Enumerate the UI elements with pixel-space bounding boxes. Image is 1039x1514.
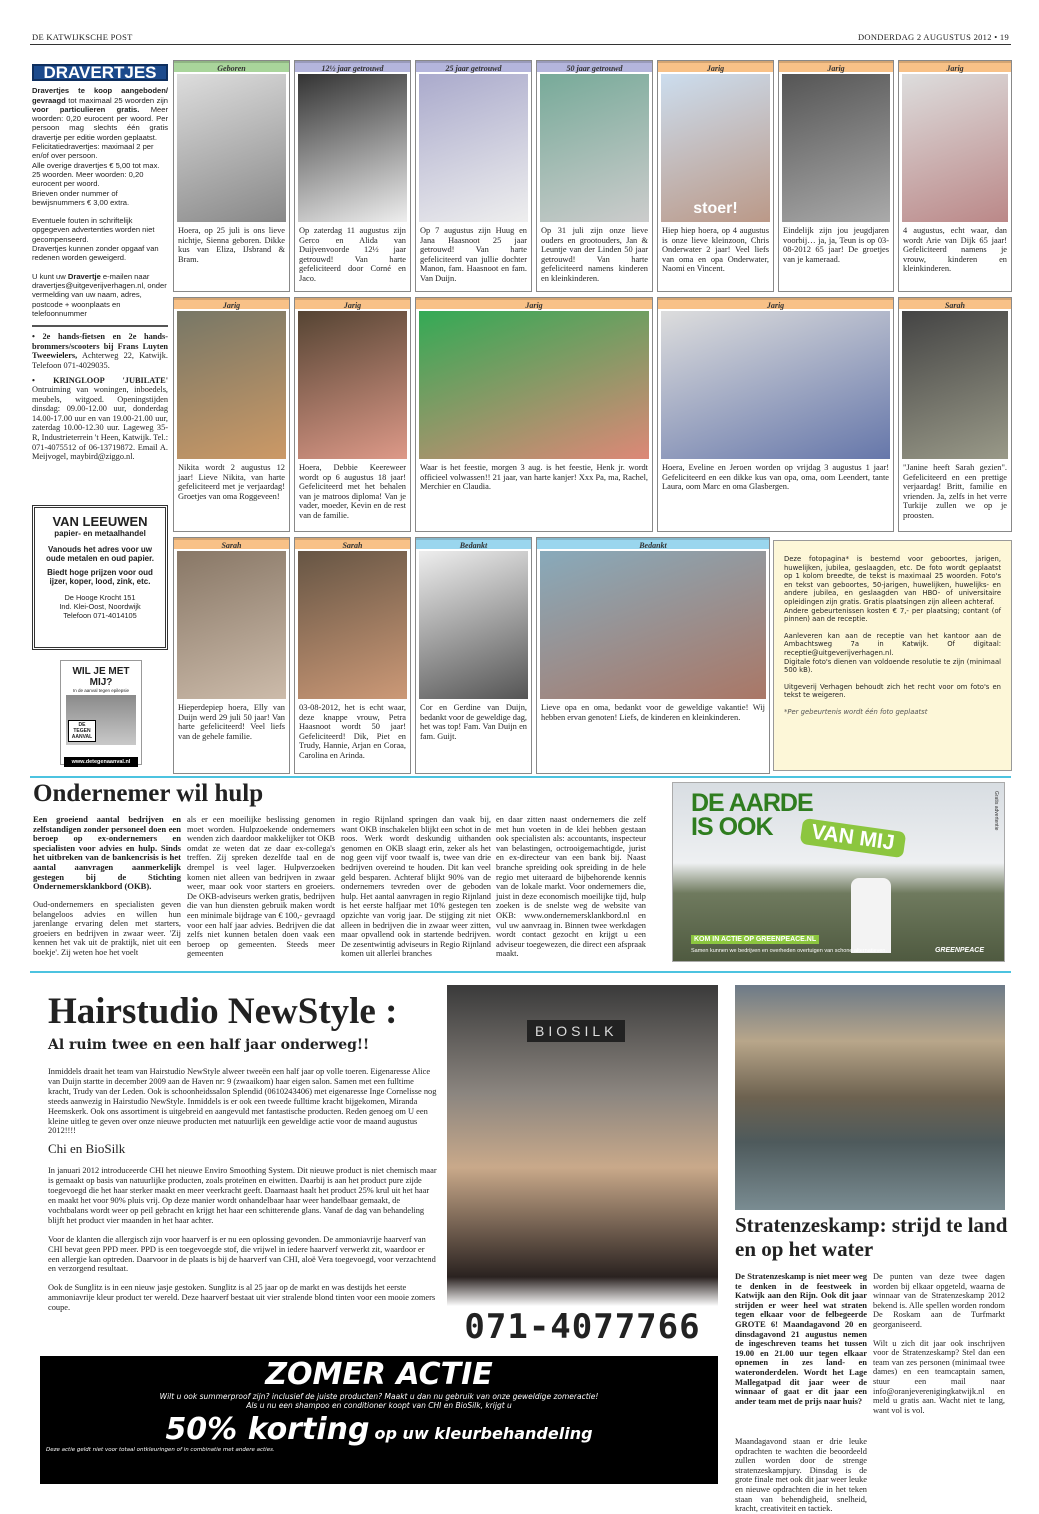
card-caption: Hiep hiep hoera, op 4 augustus is onze lieve kleinzoon, Chris Onderwater 2 jaar! Veel liefs van oma en opa Onderwater, Naomi en Vincent. — [662, 226, 769, 274]
photo — [661, 311, 890, 459]
discount: 50% korting — [165, 1412, 370, 1447]
dravertjes-column — [32, 64, 168, 462]
stratenzeskamp-photo — [735, 985, 1005, 1210]
text: Eventuele fouten in schriftelijk opgegeven advertenties worden niet gecompenseerd. — [32, 216, 155, 244]
photo-card — [294, 537, 411, 774]
photo — [177, 551, 286, 699]
card-category: Sarah — [899, 298, 1011, 309]
text: Digitale foto's dienen van voldoende resolutie te zijn (minimaal 500 kB). — [784, 657, 1001, 675]
card-caption: "Janine heeft Sarah gezien". Gefeliciteerd en een prettige verjaardag! Britt, familie en vrienden. Ja, zelfs in het verre Turkije zullen we op je proosten. — [903, 463, 1007, 520]
footnote: *Per gebeurtenis wordt één foto geplaatst — [784, 707, 928, 716]
text: Ind. Klei-Oost, Noordwijk — [59, 602, 141, 611]
photo — [419, 311, 649, 459]
ad-subtitle: In de aanval tegen epilepsie — [72, 688, 130, 693]
card-caption: Hoera, Debbie Keereweer wordt op 6 augustus 18 jaar! Gefeliciteerd met het behalen van je matroos diploma! Van je vader, moeder, Kevin en de rest van de familie. — [299, 463, 406, 520]
photo — [177, 311, 286, 459]
card-caption: Hoera, op 25 juli is ons lieve nichtje, Sienna geboren. Dikke kus van Eliza, IJsbrand & Bram. — [178, 226, 285, 264]
article-text: Maandagavond staan er drie leuke opdrachten te wachten die beoordeeld zullen worden door de strenge stratenzeskampjury. Dinsdag is de grote finale met ook dit jaar weer leuke en nieuwe opdrachten die in het teken staan van behendigheid, snelheid, kracht, creativiteit en tactiek. — [735, 1437, 867, 1514]
header-rule — [30, 44, 1011, 45]
card-category: Sarah — [295, 538, 410, 549]
ad-heading: Chi en BioSilk — [48, 1141, 126, 1157]
text: Dravertjes te koop aangeboden/ gevraagd — [32, 86, 168, 105]
card-category: Jarig — [295, 298, 410, 309]
article-title: Ondernemer wil hulp — [33, 780, 264, 807]
card-category: Jarig — [779, 61, 893, 72]
text: Meer woorden: 0,20 eurocent per woord. Per persoon mag slechts één gratis dravertje per editie worden geplaatst. — [32, 104, 168, 142]
text: In januari 2012 introduceerde CHI het nieuwe Enviro Smoothing System. Dit nieuwe product is niet chemisch maar is gemaakt op basis van natuurlijke producten, zoals proteïnen en eiwitten. Daarbij is aan het product pure zijde toegevoegd die het haar sterker maakt en meer veerkracht geeft. Daarnaast haalt het product 25% krul uit het haar en maakt het voor 90% pluis vrij. Op deze manier wordt onhandelbaar haar weer handelbaar gemaakt, de vochtbalans wordt weer op peil gebracht en krijgt het haar een schitterende glans. Vanaf de dag van behandeling blijft het product vier maanden in het haar achter. — [48, 1166, 437, 1225]
text: Achterweg 22, Katwijk. Telefoon 071-4029035. — [32, 351, 168, 370]
text: • 2e hands-fietsen en 2e hands-brommers/scooters bij Frans Luyten Tweewielers, — [32, 332, 168, 361]
text: Voor de klanten die allergisch zijn voor haarverf is er nu een oplossing gevonden. De ammoniavrije haarverf van CHI bevat geen PPD meer. PPD is een toegevoegde stof, die vrijwel in iedere haarverf verwerkt zit, waardoor er een allergie kan optreden. Daarvoor in de plaats is bij de haarverf van CHI, aloë Vera toegevoegd, voor verzachtend en verzorgend resultaat. — [48, 1234, 436, 1274]
photo-card — [778, 60, 894, 292]
text: Biedt hoge prijzen voor oud ijzer, koper, lood, zink, etc. — [47, 568, 153, 586]
text: De punten van deze twee dagen worden bij elkaar opgeteld, waarna de winnaar van de Stratenzeskamp 2012 bekend is. Alle spellen worden rondom De Roskam aan de Turfmarkt georganiseerd. — [873, 1272, 1005, 1329]
photo-page-info-box — [773, 540, 1012, 771]
text: op uw kleurbehandeling — [374, 1424, 593, 1443]
card-caption: Hoera, Eveline en Jeroen worden op vrijdag 3 augustus 1 jaar! Gefeliciteerd en een dikke kus van opa, oma, oom Leendert, tante Laura, oom Marc en oma Glasbergen. — [662, 463, 889, 492]
photo-card — [657, 60, 774, 292]
text: U kunt uw — [32, 271, 68, 281]
text: Als u nu een shampoo en conditioner koopt van CHI en BioSilk, krijgt u — [246, 1401, 512, 1410]
card-category: Jarig — [174, 298, 289, 309]
banner-title: ZOMER ACTIE — [265, 1357, 493, 1392]
text: tot maximaal 25 woorden zijn — [65, 95, 168, 105]
divider — [32, 325, 168, 327]
photo — [66, 695, 136, 745]
card-caption: Cor en Gerdine van Duijn, bedankt voor de geweldige dag, het was top! Fam. Van Duijn en fam. Guijt. — [420, 703, 527, 741]
dravertjes-title: DRAVERTJES — [32, 64, 168, 81]
photo — [177, 74, 286, 222]
photo-card — [294, 60, 411, 292]
classified-ad — [32, 376, 168, 462]
ad-badge: DE TEGEN AANVAL — [68, 720, 96, 742]
ad-url: www.detegenaanval.nl — [64, 757, 138, 767]
article-text: als er een moeilijke beslissing genomen moet worden. Hulpzoekende ondernemers wenden zich daardoor makkelijker tot OKB omdat ze weten dat ze daar ex-collega's treffen. Zij spreken dezelfde taal en de drempel is veel lager. Hulpverzoeken komen niet alleen van bedrijven in zwaar weer, maar ook voor starters en groeiers. De OKB-adviseurs werken gratis, bedrijven die van hun diensten gebruik maken wordt een minimale bijdrage van € 100,- gevraagd voor een half jaar advies. Bedrijven die dat zelfs niet kunnen betalen doen vaak een beroep op gemeenten. Steeds meer gemeenten — [187, 815, 335, 959]
card-caption: Op 7 augustus zijn Huug en Jana Haasnoot 25 jaar getrouwd! Van harte gefeliciteerd van jullie dochter Manon, fam. Haasnoot en fam. Van Duijn. — [420, 226, 527, 283]
photo-card — [536, 537, 770, 774]
text: Brieven onder nummer of bewijsnummers € 3,00 extra. — [32, 188, 130, 207]
article-title: Stratenzeskamp: strijd te land en op het water — [735, 1213, 1008, 1261]
card-category: 12½ jaar getrouwd — [295, 61, 410, 72]
phone-number: 071-4077766 — [464, 1307, 701, 1347]
card-caption: Hieperdepiep hoera, Elly van Duijn werd 29 juli 50 jaar! Van harte gefeliciteerd! Veel liefs van de gehele familie. — [178, 703, 285, 741]
text: voor particulieren gratis. — [32, 104, 140, 114]
text: Telefoon 071-4014105 — [63, 611, 137, 620]
card-caption: Eindelijk zijn jou jeugdjaren voorbij… ja, ja, Teun is op 03-08-2012 65 jaar! De groetjes van je kameraad. — [783, 226, 889, 264]
photo — [298, 551, 407, 699]
van-leeuwen-ad — [32, 505, 168, 650]
ad-subtitle: papier- en metaalhandel — [54, 529, 146, 538]
card-category: 25 jaar getrouwd — [416, 61, 531, 72]
text: Aanleveren kan aan de receptie van het kantoor aan de Ambachtsweg 7a in Katwijk. Of digitaal: receptie@uitgeverijverhagen.nl. — [784, 631, 1001, 657]
classified-ad — [32, 332, 168, 370]
photo-card — [294, 297, 411, 532]
photo-card — [173, 60, 290, 292]
text: DE AARDE — [691, 789, 813, 817]
ad-headline — [691, 791, 813, 839]
card-caption: Lieve opa en oma, bedankt voor de geweldige vakantie! Wij hebben ervan genoten! Liefs, de kinderen en kleinkinderen. — [541, 703, 765, 722]
photo-card — [415, 537, 532, 774]
photo-card — [898, 60, 1012, 292]
ad-subtitle: Al ruim twee en een half jaar onderweg!! — [48, 1037, 370, 1053]
text: Dravertjes kunnen zonder opgaaf van redenen worden geweigerd. — [32, 244, 159, 263]
photo — [419, 74, 528, 222]
ad-title: WIL JE MET MIJ? — [72, 666, 130, 688]
photo — [298, 311, 407, 459]
article-text-col2 — [873, 1272, 1005, 1415]
photo-card — [415, 60, 532, 292]
article-text: en daar zitten naast ondernemers die zelf met hun voeten in de klei hebben gestaan ook specialisten als: accountants, inspecteur van belastingen, octrooigemachtigde, jurist en ex-directeur van een bank bij. Naast branche spreiding ook spreiding in de hele regio met uiteraard de bijbehorende kennis van de lokale markt. Voor ondernemers die, juist in deze economisch moeilijke tijd, hulp zoeken is de snelste weg de website van OKB: www.ondernemersklankbord.nl en vul uw aanvraag in. Binnen twee werkdagen wordt contact gezocht en krijgt u een adviseur toegewezen, die direct een afspraak maakt. — [496, 815, 646, 959]
card-caption: Op zaterdag 11 augustus zijn Gerco en Alida van Duijvenvoorde 12½ jaar getrouwd! Van harte gefeliciteerd door Corné en Jaco. — [299, 226, 406, 283]
photo — [419, 551, 528, 699]
card-category: Bedankt — [537, 538, 769, 549]
ad-subtext: Samen kunnen we bedrijven en overheden overtuigen van schone alternatieven. — [691, 948, 887, 954]
photo — [298, 74, 407, 222]
greenpeace-logo: GREENPEACE — [934, 947, 984, 954]
photo-card — [173, 537, 290, 774]
card-category: Sarah — [174, 538, 289, 549]
fine-print: Deze actie geldt niet voor totaal ontkleuringen of in combinatie met andere acties. — [46, 1447, 275, 1453]
photo — [540, 74, 649, 222]
photo — [540, 551, 766, 699]
ad-title: VAN LEEUWEN — [52, 514, 148, 529]
article-text: in regio Rijnland springen dan vaak bij, want OKB inschakelen blijkt een schot in de roos. Werk wordt deskundig uithanden genomen en OKB slaagt erin, zeker als het nog geen vijf voor twaalf is, twee van drie bedrijven overeind te houden. Dit kan veel geld besparen. Achteraf blijkt 90% van de ondernemers tevreden over de geboden hulp. Het aantal aanvragen in regio Rijnland is het eerste halfjaar met 10% gestegen ten opzichte van vorig jaar. De stijging zit niet alleen in bedrijven die in zwaar weer zitten, maar opvallend ook in startende bedrijven. De zesentwintig adviseurs in Regio Rijnland komen uit allerlei branches — [341, 815, 491, 959]
greenpeace-ad — [672, 782, 1005, 962]
photo-card — [536, 60, 653, 292]
text: Dravertje — [67, 271, 101, 281]
zomer-actie-banner — [40, 1356, 718, 1484]
date-page: DONDERDAG 2 AUGUSTUS 2012 • 19 — [857, 32, 1009, 42]
card-caption: Op 31 juli zijn onze lieve ouders en grootouders, Jan & Leuntje van der Linden 50 jaar getrouwd! Van harte gefeliciteerd namens kinderen en kleinkinderen. — [541, 226, 648, 283]
card-category: Jarig — [416, 298, 652, 309]
newspaper-name: DE KATWIJKSCHE POST — [32, 32, 133, 42]
card-caption: 4 augustus, echt waar, dan wordt Arie van Dijk 65 jaar! Gefeliciteerd namens je vrouw, kinderen en kleinkinderen. — [903, 226, 1007, 274]
article-text: Oud-ondernemers en specialisten geven belangeloos advies en willen hun jarenlange ervaring delen met starters, groeiers en bedrijven in zwaar weer. 'Zij kennen het vak uit de praktijk, niet uit een boekje'. Zij weten hoe het voelt — [33, 900, 181, 957]
photo-card — [415, 297, 653, 532]
photo-card — [657, 297, 894, 532]
ad-text — [48, 1067, 438, 1313]
text: Inmiddels draait het team van Hairstudio NewStyle alweer tweeën een half jaar op volle toeren. Eigenaresse Alice van Duijn startte in december 2009 aan de Haven nr: 9 (zwaaikom) haar eigen salon. Samen met een fulltime kracht, Trudy van der Leden. Ook is schoonheidssalon Splendid (0610243406) met eigenaresse Inge Cornelisse nog steeds aanwezig in Hairstudio NewStyle. Inmiddels is er ook een tweede fulltime kracht bijgekomen, Miranda Heemskerk. Ook ons assortiment is uitgebreid en aangevuld met fantastische producten. Reden genoeg om U een kleine uitleg te geven over onze nieuwe producten met natuurlijk een geweldige actie voor de maand augustus 2012!!!! — [48, 1067, 437, 1136]
text: e-mailen naar dravertjes@uitgeverijverhagen.nl, onder vermelding van uw naam, adres, postcode + woonplaats en telefoonnummer — [32, 271, 167, 318]
text: Ook de Sunglitz is in een nieuw jasje gestoken. Sunglitz is al 25 jaar op de markt en was destijds het eerste ammoniavrije kleur product ter wereld. Deze haarverf bestaat uit vier stralende blond tinten voor een mooie zomers coupe. — [48, 1283, 436, 1313]
card-caption: Nikita wordt 2 augustus 12 jaar! Lieve Nikita, van harte gefeliciteerd met je verjaardag! Groetjes van oma Roggeveen! — [178, 463, 285, 501]
text: IS OOK — [691, 813, 773, 841]
text: Ontruiming van woningen, inboedels, meubels, witgoed. Openingstijden dinsdag: 09.00-12.00 uur, donderdag 14.00-17.00 uur en van 19.00-21.00 uur, zaterdag 10.00-12.30 uur. Lageweg 35-R, Industrieterrein 't Heen, Katwijk. Tel.: 071-4075512 of 06-13719872. Email A. Meijvogel, maybird@ziggo.nl. — [32, 385, 169, 462]
ad-tag: VAN MIJ — [800, 818, 906, 858]
text: Wilt u ook summerproof zijn? inclusief de juiste producten? Maakt u dan nu gebruik van onze geweldige zomeractie! — [159, 1392, 599, 1401]
card-category: Jarig — [658, 298, 893, 309]
text: De Hooge Krocht 151 — [64, 593, 136, 602]
text: Uitgeverij Verhagen behoudt zich het recht voor om foto's en tekst te weigeren. — [784, 682, 1001, 700]
text: Vanouds het adres voor uw oude metalen en oud papier. — [45, 545, 155, 563]
ad-cta[interactable]: KOM IN ACTIE OP GREENPEACE.NL — [691, 935, 819, 944]
photo-card — [173, 297, 290, 532]
person-figure — [851, 878, 891, 953]
ad-note: Gratis advertentie — [993, 791, 999, 831]
article-lead: De Stratenzeskamp is niet meer weg te denken in de feestweek in Katwijk aan den Rijn. Ook dit jaar strijden er weer heel wat straten tegen elkaar voor de felbegeerde GROTE 6! Maandagavond 20 en dinsdagavond 21 augustus nemen de ingeschreven teams het tussen 19.00 en 21.00 uur tegen elkaar opnemen in zes land- en wateronderdelen. Wordt het Lage Mallegatpad dit jaar weer de winnaar of gaat er dit jaar een ander team met de prijs naar huis? — [735, 1271, 867, 1406]
section-divider — [30, 776, 1011, 778]
dravertjes-rules — [32, 86, 168, 142]
photo — [661, 74, 770, 222]
biosilk-sign: BIOSILK — [527, 1020, 625, 1042]
card-caption: 03-08-2012, het is echt waar, deze knappe vrouw, Petra Haasnoot wordt 50 jaar! Gefeliciteerd! Dik, Piet en Trudy, Hannie, Arjan en Coraa, Carolina en Arinda. — [299, 703, 406, 760]
text: Alle overige dravertjes € 5,00 tot max. 25 woorden. Meer woorden: 0,20 eurocent per woord. — [32, 160, 160, 189]
card-category: Bedankt — [416, 538, 531, 549]
text: • KRINGLOOP 'JUBILATE' — [32, 375, 168, 385]
ad-title: Hairstudio NewStyle : — [48, 991, 398, 1032]
text: Andere gebeurtenissen kosten € 7,- per plaatsing; contant (of pinnen) aan de receptie. — [784, 606, 1001, 624]
card-category: Jarig — [899, 61, 1011, 72]
card-category: Jarig — [658, 61, 773, 72]
card-category: Geboren — [174, 61, 289, 72]
section-divider — [30, 971, 1011, 973]
epilepsy-ad — [60, 660, 142, 765]
text: Wilt u zich dit jaar ook inschrijven voor de Stratenzeskamp? Stel dan een team van zes personen (minimaal twee dames) en een teamcaptain samen, stuur een mail naar info@oranjeverenigingkatwijk.nl en meld u gratis aan. Wacht niet te lang, want vol is vol. — [873, 1338, 1005, 1415]
article-lead: Een groeiend aantal bedrijven en zelfstandigen zonder personeel doen een beroep op ex-ondernemers en specialisten voor advies en hulp. Sinds het uitbreken van de bankencrisis is het aantal aanvragen aanmerkelijk gestegen bij de Stichting Ondernemersklankbord (OKB). — [33, 814, 181, 892]
text: Deze fotopagina* is bestemd voor geboortes, jarigen, huwelijken, jubilea, geslaagden, etc. De foto wordt geplaatst op 1 kolom breedte, de tekst is maximaal 25 woorden. Foto's en tekst van geboortes, 50-jarigen, huwelijken, huwelijks- en andere jubilea, en geslaagden van HBO- of universitaire opleidingen zijn gratis. Gratis plaatsingen zijn alleen achteraf. — [784, 555, 1001, 606]
photo — [902, 311, 1008, 459]
photo — [902, 74, 1008, 222]
photo-overlay-text: stoer! — [693, 200, 738, 217]
text: Felicitatiedravertjes: maximaal 2 per en/of over persoon. — [32, 142, 154, 161]
email-instructions — [32, 272, 168, 318]
card-category: 50 jaar getrouwd — [537, 61, 652, 72]
photo-card — [898, 297, 1012, 532]
card-caption: Waar is het feestie, morgen 3 aug. is het feestie, Henk jr. wordt officieel volwassen!! 21 jaar, van harte kanjer! Xxx Pa, ma, Rachel, Merchier en Claudia. — [420, 463, 648, 492]
photo — [782, 74, 890, 222]
salon-photo — [447, 985, 718, 1350]
